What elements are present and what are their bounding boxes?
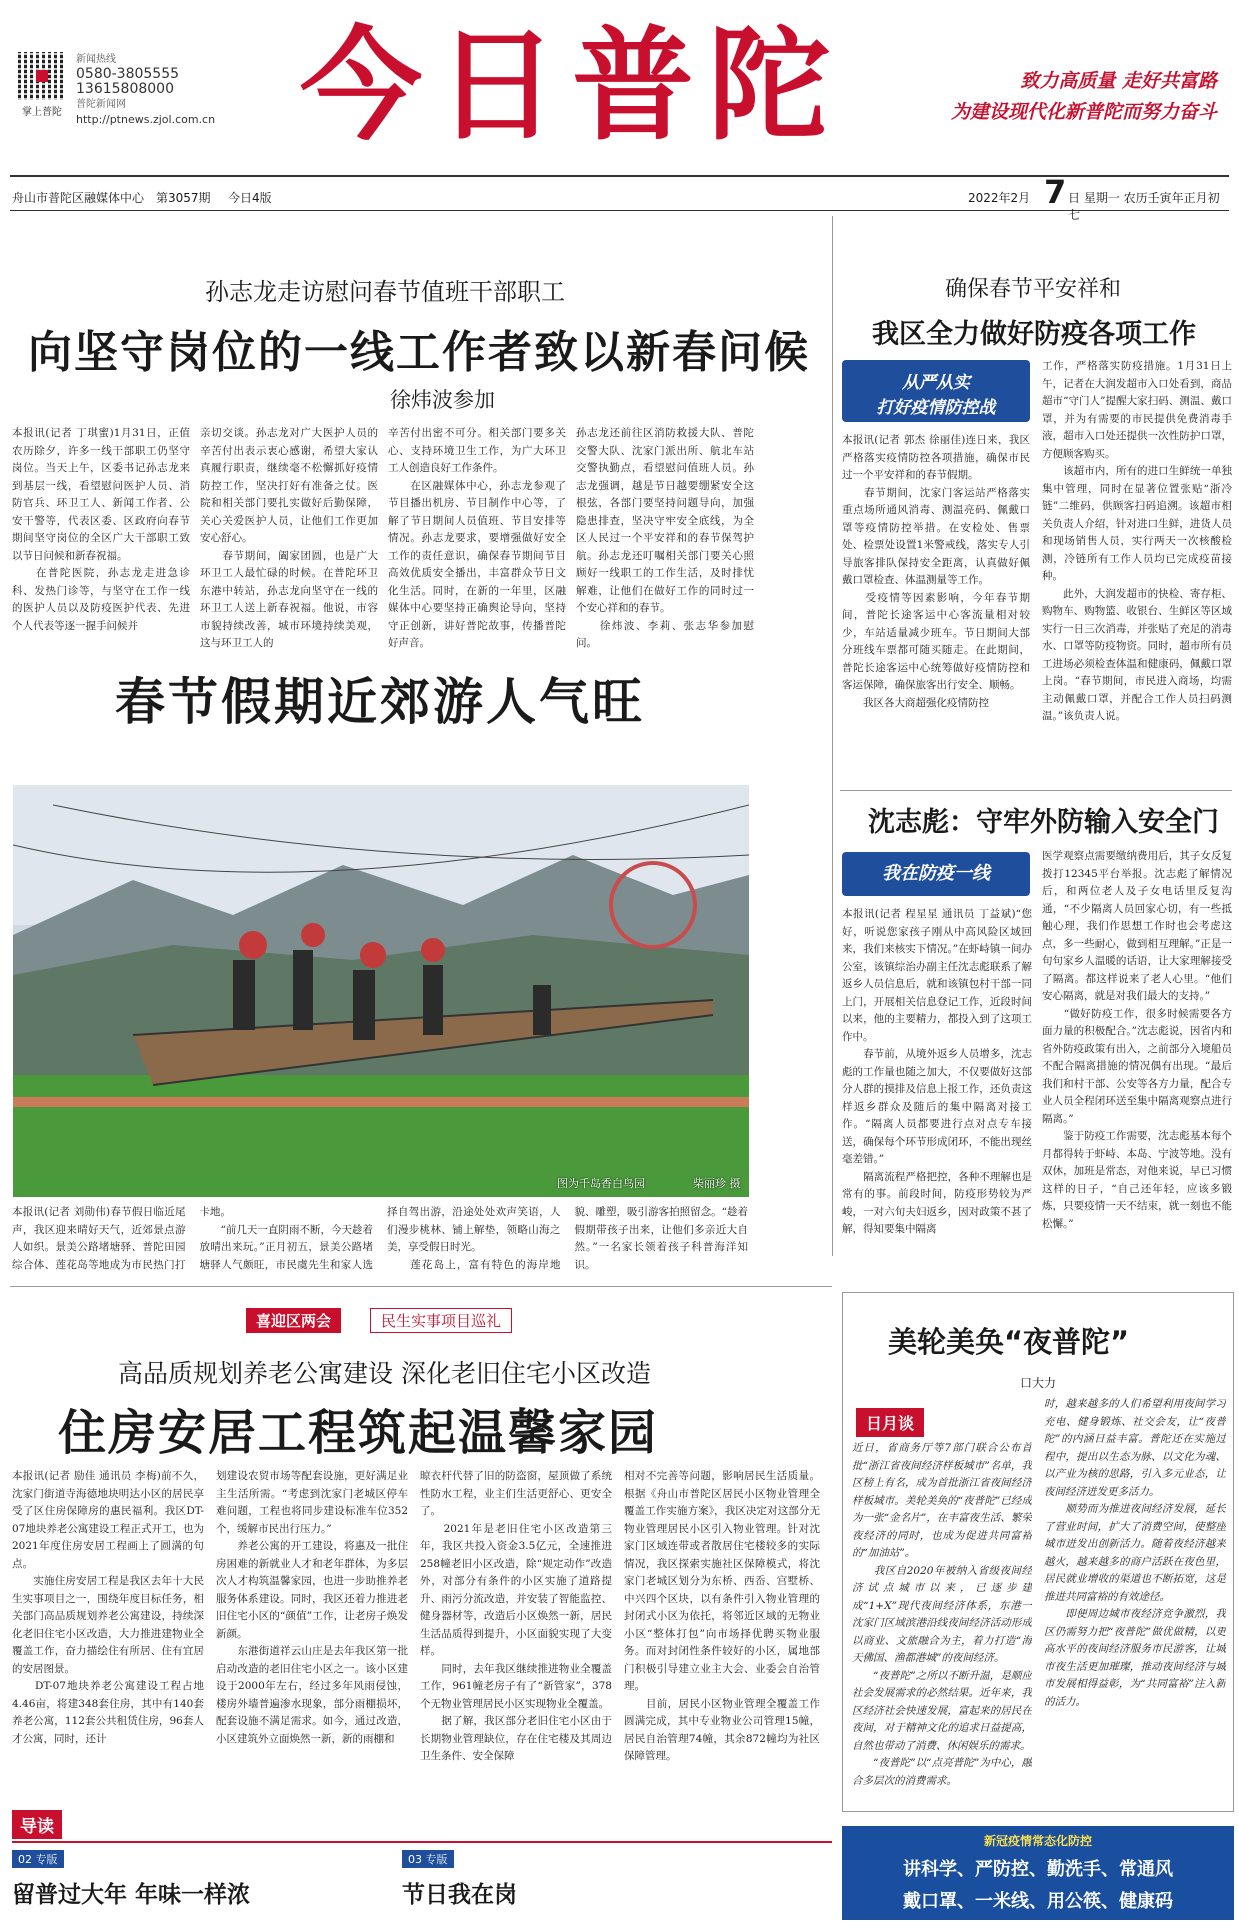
article5-col4: 相对不完善等问题，影响居民生活质量。根据《舟山市普陀区居民小区物业管理全覆盖工作实施方案》，我区决定对这部分无物业管理居民小区引入物业管理。针对沈家门区域连带或者散居住宅楼较多的实际情况，我区探索实施社区保障模式，将沈家门老城区划分为东桥、西岙、宫墅桥、中兴四个区块，以有条件引入物业管理的封闭式小区为依托，将邻近区域的无物业小区“整体打包”向市场择优聘买物业服务。而对封闭性条件较好的小区，属地部门积极引导建立业主大会、业委会自治管理。 目前，居民小区物业管理全覆盖工作圆满完成，其中专业物业公司管理15幢，居民自治管理74幢，其余872幢均为社区保障管理。	[624, 1470, 820, 1762]
dateline	[10, 173, 1229, 222]
date-suffix: 日 星期一 农历壬寅年正月初七	[1068, 191, 1220, 222]
article6-tag: 日月谈	[856, 1408, 924, 1437]
guide-item2-title[interactable]: 节日我在岗	[402, 1882, 517, 1908]
article5-tag-1: 喜迎区两会	[246, 1308, 341, 1333]
page-count: 今日4版	[228, 191, 272, 205]
column-divider	[832, 216, 833, 1256]
article2-badge	[842, 360, 1030, 422]
article4-col-b: 医学观察点需要缴纳费用后，其子女反复拨打12345平台举报。沈志彪了解情况后，和两位老人及子女电话里反复沟通，“不少隔离人员回家心切，有一些抵触心理，我们作思想工作时也会考虑这点，多一些耐心，做到相互理解。”正是一句句家乡人温暖的话语，让大家理解接受了隔离。都这样说来了老人心里。“他们安心隔离，就是对我们最大的支持。” “做好防疫工作，很多时候需要各方面力量的积极配合。”沈志彪说，因省内和省外防疫政策有出入，之前部分入境船员不配合隔离措施的情况偶有出现。“最后我们和村干部、公安等各方力量，配合专业人员全程闭环送至集中隔离观察点进行隔离。” 鉴于防疫工作需要，沈志彪基本每个月都得转于虾峙、本岛、宁波等地。没有双休，加班是常态，对他来说，早已习惯这样的日子，“自己还年轻，应该多锻炼，只要疫情一天不结束，就一刻也不能松懈。”	[1042, 850, 1232, 1230]
phone-1: 0580-3805555	[76, 66, 180, 82]
banner-title: 新冠疫情常态化防控	[983, 1834, 1092, 1848]
guide-rule	[12, 1841, 832, 1843]
article5-tag-2: 民生实事项目巡礼	[370, 1308, 512, 1333]
phone-2: 13615808000	[76, 81, 174, 97]
article1-byline: 徐炜波参加	[390, 388, 495, 412]
article5-headline: 住房安居工程筑起温馨家园	[58, 1405, 659, 1461]
article1-col4: 孙志龙还前往区消防救援大队、普陀交警大队、沈家门派出所、航北车站交警执勤点，看望慰问值班人员。孙志龙强调，越是节日越要绷紧安全这根弦，各部门要坚持问题导向，加强隐患排查，坚决守牢安全底线，为全区人民过一个平安祥和的春节保驾护航。孙志龙还叮嘱相关部门要关心照顾好一线职工的工作生活，及时排忧解难，让他们在做好工作的同时过一个安心祥和的春节。 徐炜波、李莉、张志华参加慰问。	[576, 427, 754, 649]
guide-item1-page[interactable]: 02 专版	[12, 1850, 64, 1868]
article4-headline: 沈志彪：守牢外防输入安全门	[868, 807, 1219, 838]
article1-col2: 亲切交谈。孙志龙对广大医护人员的辛苦付出表示衷心感谢，希望大家认真履行职责，继续毫不松懈抓好疫情防控工作，坚决打好有准备之仗。医院和相关部门要扎实做好后勤保障，关心关爱医护人员，让他们工作更加安心舒心。 春节期间，阖家团圆，也是广大环卫工人最忙碌的时候。在普陀环卫东港中转站，孙志龙向坚守在一线的环卫工人送上新春祝福。他说，市容市貌持续改善，城市环境持续美观，这与环卫工人的	[200, 427, 378, 649]
date-day: 7	[1044, 173, 1067, 211]
article6-col-b: 时，越来越多的人们希望利用夜间学习充电、健身锻炼、社交会友，让“夜普陀”的内涵日益丰富。普陀还在实施过程中，提出以生态为脉、以文化为魂、以产业为核的思路，引入多元业态，让夜间经济迸发更多活力。 顺势而为推进夜间经济发展，延长了营业时间，扩大了消费空间，使整座城市迸发出创新活力。随着夜经济越来越火，越来越多的商户活跃在夜色里，居民就业增收的渠道也不断拓宽，这是推进共同富裕的有效途径。 即便周边城市夜经济竞争激烈，我区仍需努力把“夜普陀”做优做精，以更高水平的夜间经济服务市民游客，让城市夜生活更加璀璨，推动夜间经济与城市发展相得益彰，为“共同富裕”注入新的活力。	[1044, 1398, 1226, 1708]
article5-col2: 划建设农贸市场等配套设施，更好满足业主生活所需。“考虑到沈家门老城区停车难问题，工程也将同步建设标准车位352个，缓解市民出行压力。” 养老公寓的开工建设，将惠及一批住房困难的新就业人才和老年群体，为多层次人才构筑温馨家园，也进一步助推养老服务体系建设。同时，我区还着力推进老旧住宅小区的“颜值”工作，让老房子焕发新颜。 东港街道祥云山庄是去年我区第一批启动改造的老旧住宅小区之一。该小区建设于2000年左右，经过多年风雨侵蚀，楼房外墙普遍渗水现象，部分雨棚损坏，配套设施不满足需求。如今，通过改造，小区建筑外立面焕然一新，新的雨棚和	[216, 1470, 408, 1745]
article1-kicker: 孙志龙走访慰问春节值班干部职工	[205, 278, 565, 306]
masthead: 今日普陀	[300, 13, 844, 157]
section-rule	[10, 1286, 832, 1287]
photo-caption: 图为千岛香白鸟园	[557, 1177, 645, 1190]
article6-headline: 美轮美奂“夜普陀”	[888, 1325, 1130, 1359]
festival-photo	[13, 785, 749, 1197]
article6-col-a: 近日，省商务厅等7部门联合公布首批“浙江省夜间经济样板城市”名单，我区榜上有名，成为首批浙江省夜间经济样板城市。美轮美奂的“夜普陀”已经成为一张“金名片”，在丰富夜生活、繁荣夜经济的同时，也成为促进共同富裕的“加油站”。 我区自2020年被纳入省级夜间经济试点城市以来，已逐步建成“1+X”现代夜间经济体系，东港一沈家门区域滨港沿线夜间经济活动形成以商业、文旅融合为主，着力打造“海天佛国、渔都港城”的夜间经济。 “夜普陀”之所以不断升温，是顺应社会发展需求的必然结果。近年来，我区经济社会快速发展，富起来的居民在夜间，对于精神文化的追求日益提高，自然也带动了消费、休闲娱乐的需求。 “夜普陀”以“点亮普陀”为中心，融合多层次的消费需求。	[852, 1442, 1032, 1787]
date-prefix: 2022年2月	[968, 191, 1031, 205]
article5-col1: 本报讯(记者 励佳 通讯员 李梅)前不久，沈家门街道寺海德地块明达小区的居民享受了区住房保障房的惠民福利。我区DT-07地块养老公寓建设工程正式开工，也为2021年度住房安居工程画上了圆满的句点。 实施住房安居工程是我区去年十大民生实事项目之一，围绕年度目标任务，相关部门高品质规划养老公寓建设，持续深化老旧住宅小区改造，大力推进建物业全覆盖工作，奋力描绘住有所居、住有宜居的安居图景。 DT-07地块养老公寓建设工程占地4.46亩，将建348套住房，其中有140套养老公寓，112套公共租赁住房，96套人才公寓，同时，还计	[12, 1470, 204, 1745]
slogan-line-2: 为建设现代化新普陀而努力奋斗	[950, 101, 1217, 123]
hotline-label: 新闻热线	[76, 54, 116, 65]
article2-col-b: 工作，严格落实防疫措施。1月31日上午，记者在大润发超市入口处看到，商品超市“守门人”提醒大家扫码、测温、戴口罩，并为有需要的市民提供免费消毒手液，超市入口处还提供一次性防护口罩，方便顾客购买。 该超市内，所有的进口生鲜统一单独集中管理，同时在显著位置张贴“浙冷链”二维码，供顾客扫码追溯。该超市相关负责人介绍，针对进口生鲜，进货人员和现场销售人员，实行两天一次核酸检测，冷链所有工作人员均已完成疫苗接种。 此外，大润发超市的快检、寄存柜、购物车、购物篮、收银台、生鲜区等区域实行一日三次消毒，并张贴了充足的消毒水、口罩等防疫物资。同时，超市所有员工进场必须检查体温和健康码，佩戴口罩上岗。“春节期间，市民进入商场，均需主动佩戴口罩，并配合工作人员扫码测温。”该负责人说。	[1042, 360, 1232, 722]
article5-kicker: 高品质规划养老公寓建设 深化老旧住宅小区改造	[118, 1359, 651, 1388]
article2-col-a: 本报讯(记者 郭杰 徐丽佳)连日来，我区严格落实疫情防控各项措施，确保市民过一个平安祥和的春节假期。 春节期间，沈家门客运站严格落实重点场所通风消毒、测温亮码、佩戴口罩等疫情防控举措。在安检处、售票处、检票处设置1米警戒线，落实专人引导旅客排队保持安全距离，认真做好佩戴口罩检查、体温测量等工作。 受疫情等因素影响，今年春节期间，普陀长途客运中心客流量相对较少，车站适量减少班车。节日期间大部分班线车票都可随买随走。在此期间，普陀长途客运中心统筹做好疫情防控和客运保障，确保旅客出行安全、顺畅。 我区各大商超强化疫情防控	[842, 434, 1030, 709]
qr-caption: 掌上普陀	[22, 107, 62, 118]
article3-headline: 春节假期近郊游人气旺	[115, 673, 645, 731]
guide-item2-page[interactable]: 03 专版	[402, 1850, 454, 1868]
publisher: 舟山市普陀区融媒体中心	[12, 191, 145, 205]
qr-code	[18, 52, 66, 100]
article4-col-a: 本报讯(记者 程星星 通讯员 丁益斌)“您好，听说您家孩子刚从中高风险区域回来，我们来核实下情况。”在虾峙镇一间办公室，该镇综治办副主任沈志彪联系了解返乡人员信息后，就和该镇包村干部一同上门，开展相关信息登记工作，近段时间以来，他的主要精力，都投入到了这项工作中。 春节前，从境外返乡人员增多，沈志彪的工作量也随之加大，不仅要做好这部分人群的摸排及信息上报工作，还负责这样返乡群众及随后的集中隔离对接工作。“隔离人员都要进行点对点专车接送，确保每个环节形成闭环，不能出现丝毫差错。” 隔离流程严格把控，各种不理解也是常有的事。前段时间，防疫形势较为严峻，一对六旬夫妇返乡，因对政策不甚了解，得知要集中隔离	[842, 908, 1032, 1235]
article2-headline: 我区全力做好防疫各项工作	[872, 319, 1196, 350]
website-url[interactable]: http://ptnews.zjol.com.cn	[76, 113, 216, 126]
prevention-banner	[842, 1826, 1234, 1920]
photo-credit: 柴丽珍 摄	[693, 1177, 741, 1190]
article5-col3: 晾衣杆代替了旧的防盗窗，屋顶做了系统性防水工程，业主们生活更舒心、更安全了。 2021年是老旧住宅小区改造第三年，我区共投入资金3.5亿元，全速推进258幢老旧小区改造，除“规定动作”改造外，对部分有条件的小区实施了道路提升、雨污分流改造，并安装了智能监控、健身器材等，改造后小区焕然一新，居民生活品质得到提升，小区面貌实现了大变样。 同时，去年我区继续推进物业全覆盖工作，961幢老房子有了“新管家”，378个无物业管理居民小区实现物业全覆盖。 据了解，我区部分老旧住宅小区由于长期物业管理缺位，存在住宅楼及其周边卫生条件、安全保障	[420, 1470, 612, 1762]
article1-col1: 本报讯(记者 丁琪蜜)1月31日，正值农历除夕，许多一线干部职工仍坚守岗位。当天上午，区委书记孙志龙来到基层一线，看望慰问医护人员、消防官兵、环卫工人、新闻工作者、公安干警等，代表区委、区政府向春节期间坚守岗位的全区广大干部职工致以节日问候和新春祝福。 在普陀医院，孙志龙走进急诊科、发热门诊等，与坚守在工作一线的医护人员以及防疫医护代表、先进个人代表等逐一握手问候并	[12, 427, 190, 632]
slogan-line-1: 致力高质量 走好共富路	[1020, 70, 1217, 92]
website-label: 普陀新闻网	[76, 99, 126, 110]
article2-rule	[840, 790, 1232, 791]
issue-number: 第3057期	[156, 191, 211, 205]
festival-photo-scene	[13, 785, 749, 1197]
guide-label: 导读	[12, 1810, 62, 1839]
article1-headline: 向坚守岗位的一线工作者致以新春问候	[28, 327, 810, 378]
guide-item1-title[interactable]: 留普过大年 年味一样浓	[12, 1882, 251, 1908]
article1-col3: 辛苦付出密不可分。相关部门要多关心、支持环境卫生工作，为广大环卫工人创造良好工作条件。 在区融媒体中心，孙志龙参观了节目播出机房、节目制作中心等，了解了节日期间人员值班、节目安排等情况。孙志龙要求，要增强做好安全工作的责任意识，确保春节期间节目高效优质安全播出，丰富群众节日文化生活。同时，在新的一年里，区融媒体中心要坚持正确舆论导向，坚持守正创新，讲好普陀故事，传播普陀好声音。	[388, 427, 566, 649]
contact-block	[76, 52, 215, 127]
article6-byline: 口大力	[1020, 1376, 1057, 1390]
banner-line-2: 戴口罩、一米线、用公筷、健康码	[903, 1891, 1173, 1912]
article3-text: 本报讯(记者 刘勋伟)春节假日临近尾声，我区迎来晴好天气，近郊景点游人如织。景美公路堵塘驿、普陀田园综合体、莲花岛等地成为市民热门打卡地。 “前几天一直阴雨不断，今天趁着放晴出来玩。”正月初五，景美公路堵塘驿人气颇旺，市民虞先生和家人选择自驾出游，沿途处处欢声笑语，人们漫步桃林、铺上解垫，领略山海之美，享受假日时光。 莲花岛上，富有特色的海岸地貌、雕塑，吸引游客拍照留念。“趁着假期带孩子出来，让他们多亲近大自然。”一名家长领着孩子科普海洋知识。	[12, 1206, 748, 1271]
article4-badge: 我在防疫一线	[842, 852, 1030, 896]
badge-line-2: 打好疫情防控战	[876, 398, 996, 418]
badge-line-1: 从严从实	[902, 373, 970, 393]
banner-line-1: 讲科学、严防控、勤洗手、常通风	[903, 1859, 1173, 1880]
article2-kicker: 确保春节平安祥和	[945, 277, 1122, 302]
